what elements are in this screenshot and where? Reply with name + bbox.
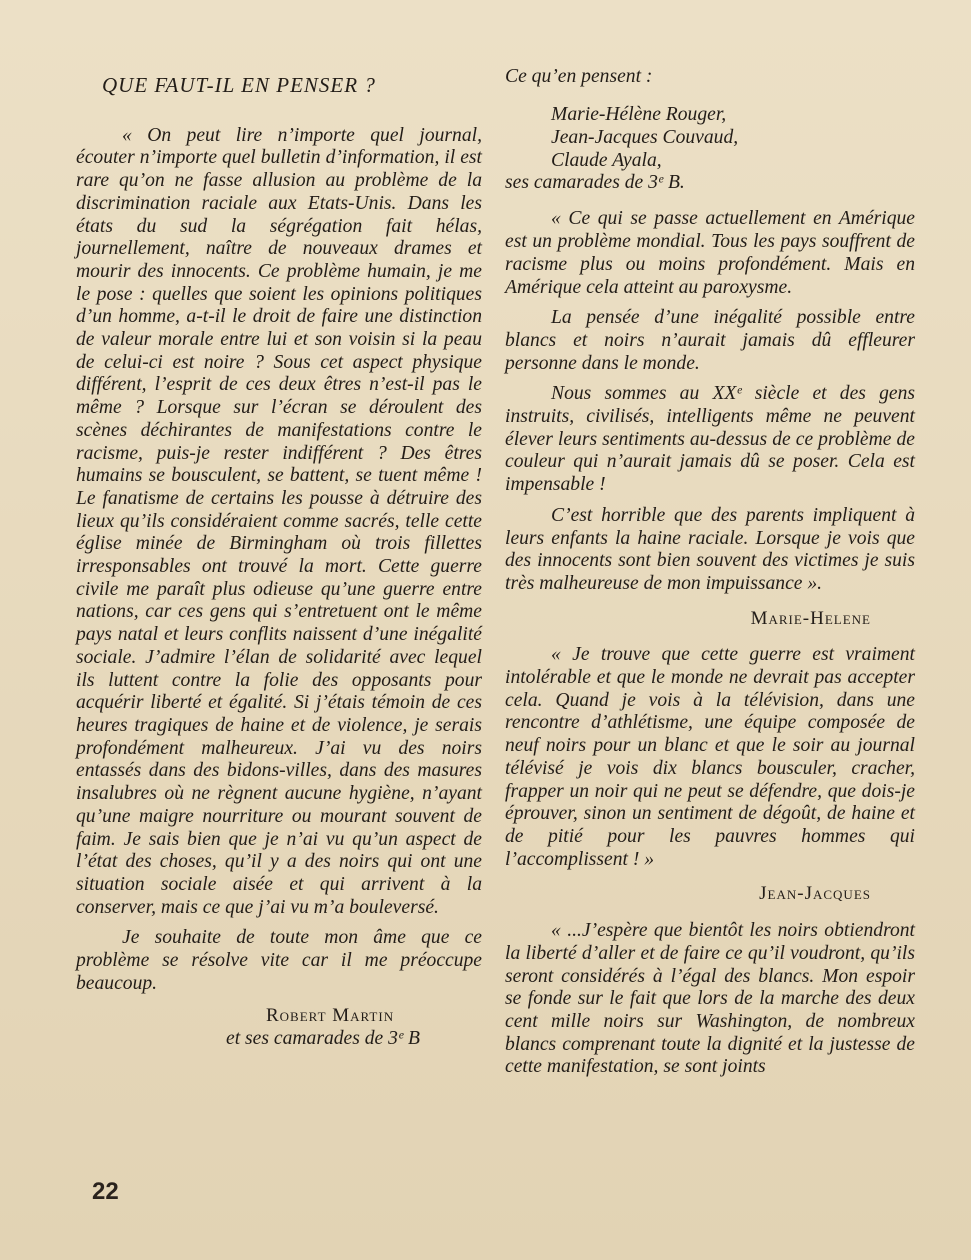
left-column [76, 66, 482, 1051]
response-paragraph: La pensée d’une inégalité possible entre blancs et noirs n’aurait jamais dû effleurer personne dans le monde. [505, 307, 915, 374]
response-paragraph: « Je trouve que cette guerre est vraiment intolérable et que le monde ne devrait pas accepter cela. Quand je vois à la télévision, dans une rencontre d’athlétisme, une équipe composée de neuf noirs pour un blanc et que le soir au journal télévisé je vois dix blancs bousculer, cracher, frapper un noir qui ne peut se défendre, que dois-je éprouver, sinon un sentiment de dégoût, de haine et de pitié pour les pauvres hommes qui l’accomplissent ! » [505, 644, 915, 870]
respondent-name: Jean-Jacques Couvaud, [551, 126, 739, 148]
author-signature-subline: et ses camarades de 3ᵉ B [226, 1028, 420, 1050]
section-heading: QUE FAUT-IL EN PENSER ? [102, 73, 376, 97]
response-signature: Marie-Helene [750, 607, 871, 629]
responses-intro: Ce qu’en pensent : [505, 66, 653, 87]
response-signature: Jean-Jacques [759, 883, 871, 905]
response-paragraph: Nous sommes au XXᵉ siècle et des gens instruits, civilisés, intelligents même ne peuvent élever leurs sentiments au-dessus de ce problème de couleur qui n’aurait jamais dû se poser. Cela est impensable ! [505, 383, 915, 496]
respondent-name: Marie-Hélène Rouger, [551, 103, 727, 125]
response-paragraph: C’est horrible que des parents impliquent à leurs enfants la haine raciale. Lorsque je vois que des innocents sont bien souvent des victimes je suis très malheureuse de mon impuissance ». [505, 504, 915, 594]
respondent-names [505, 103, 915, 172]
right-column [505, 66, 915, 1079]
author-signature: Robert Martin [266, 1005, 395, 1027]
letter-closing-paragraph: Je souhaite de toute mon âme que ce problème se résolve vite car il me préoccupe beaucoup. [76, 927, 482, 994]
respondent-name: Claude Ayala, [551, 149, 662, 171]
page-number: 22 [92, 1178, 119, 1205]
response-paragraph: « ...J’espère que bientôt les noirs obtiendront la liberté d’aller et de faire ce qu’il voudront, qu’ils seront considérés à l’égal des blancs. Mon espoir se fonde sur le fait que lors de la marche des deux cent mille noirs sur Washington, de nombreux blancs comprenant toute la dignité et la justesse de cette manifestation, se sont joints [505, 920, 915, 1078]
respondent-names-suffix: ses camarades de 3ᵉ B. [505, 171, 685, 193]
letter-paragraph: « On peut lire n’importe quel journal, écouter n’importe quel bulletin d’information, il est rare qu’on ne fasse allusion au problème de la discrimination raciale aux Etats-Unis. Dans les états du sud la ségrégation fait hélas, journellement, naître de nouveaux drames et mourir des innocents. Ce problème humain, je me le pose : quelles que soient les opinions politiques d’un homme, a-t-il le droit de faire une distinction de valeur morale entre lui et son voisin si la peau de celui-ci est noire ? Sous cet aspect physique différent, l’esprit de ces deux êtres n’est-il pas le même ? Lorsque sur l’écran se déroulent des scènes déchirantes de manifestations contre le racisme, puis-je rester indifférent ? Des êtres humains se bousculent, se battent, se tuent même ! Le fanatisme de certains les pousse à détruire des lieux qu’ils considéraient comme sacrés, telle cette église minée de Birmingham où trois fillettes irresponsables ont trouvé la mort. Cette guerre civile me paraît plus odieuse qu’une guerre entre nations, car ces gens qui s’entretuent ont le même pays natal et leurs conflits naissent d’une inégalité sociale. J’admire l’élan de solidarité avec lequel ils luttent contre la folie des opposants pour acquérir liberté et égalité. Si j’étais témoin de ces heures tragiques de haine et de violence, je serais profondément malheureux. J’ai vu des noirs entassés dans des bidons-villes, dans des masures insalubres où ne règnent aucune hygiène, n’ayant qu’une maigre nourriture ou mourant souvent de faim. Je sais bien que je n’ai vu qu’un aspect de l’état des choses, qu’il y a des noirs qui ont une situation sociale aisée et qui arrivent à la conserver, mais ce que j’ai vu m’a bouleversé. [76, 124, 482, 918]
response-paragraph: « Ce qui se passe actuellement en Amérique est un problème mondial. Tous les pays souffrent de racisme plus ou moins profondément. Mais en Amérique cela atteint au paroxysme. [505, 208, 915, 298]
